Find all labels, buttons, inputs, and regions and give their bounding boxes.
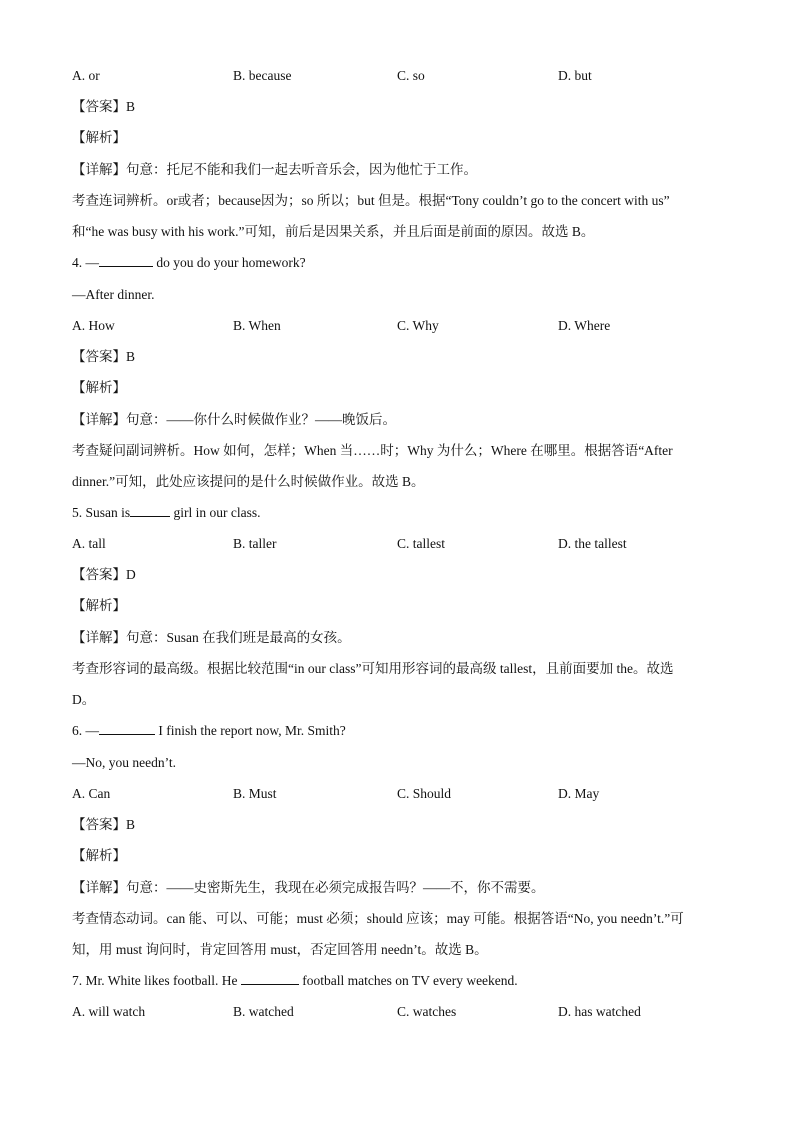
q4-option-d: D. Where xyxy=(558,318,611,333)
q4-stem-prefix: 4. — xyxy=(72,255,99,270)
q6-answer-blank xyxy=(99,722,155,735)
q6-stem xyxy=(72,722,732,740)
q4-explanation-line-1: 考查疑问副词辨析。How 如何，怎样；When 当……时；Why 为什么；Where 在哪里。根据答语“After xyxy=(72,443,673,458)
q6-stem-suffix: I finish the report now, Mr. Smith? xyxy=(155,723,346,738)
q3-explanation-line-2: 和“he was busy with his work.”可知，前后是因果关系，并且后面是前面的原因。故选 B。 xyxy=(72,224,595,239)
q3-option-a: A. or xyxy=(72,68,100,83)
q5-options xyxy=(72,535,732,553)
q5-answer-blank xyxy=(130,504,170,517)
q5-stem xyxy=(72,504,732,522)
q6-detail: 【详解】句意：——史密斯先生，我现在必须完成报告吗？——不，你不需要。 xyxy=(72,880,545,895)
q4-reply: —After dinner. xyxy=(72,287,155,302)
q4-option-c: C. Why xyxy=(397,318,439,333)
q3-options xyxy=(72,67,732,85)
q4-option-b: B. When xyxy=(233,318,281,333)
q5-explanation-line-1: 考查形容词的最高级。根据比较范围“in our class”可知用形容词的最高级 tallest，且前面要加 the。故选 xyxy=(72,661,674,676)
q3-analysis-label: 【解析】 xyxy=(72,130,126,145)
q5-stem-prefix: 5. Susan is xyxy=(72,505,131,520)
q6-stem-prefix: 6. — xyxy=(72,723,99,738)
q4-stem-suffix: do you do your homework? xyxy=(153,255,306,270)
q6-option-a: A. Can xyxy=(72,786,111,801)
q5-detail: 【详解】句意：Susan 在我们班是最高的女孩。 xyxy=(72,630,351,645)
q6-option-c: C. Should xyxy=(397,786,452,801)
q6-explanation-line-1: 考查情态动词。can 能、可以、可能；must 必须；should 应该；may 可能。根据答语“No, you needn’t.”可 xyxy=(72,911,684,926)
q7-options xyxy=(72,1003,732,1021)
q5-answer: 【答案】D xyxy=(72,567,136,582)
q5-option-d: D. the tallest xyxy=(558,536,627,551)
q6-option-d: D. May xyxy=(558,786,600,801)
q4-answer-blank xyxy=(99,254,153,267)
q3-option-d: D. but xyxy=(558,68,592,83)
q4-option-a: A. How xyxy=(72,318,115,333)
q5-option-b: B. taller xyxy=(233,536,277,551)
q4-stem xyxy=(72,254,732,272)
q5-stem-suffix: girl in our class. xyxy=(170,505,261,520)
q6-reply: —No, you needn’t. xyxy=(72,755,176,770)
q7-option-c: C. watches xyxy=(397,1004,457,1019)
q6-options xyxy=(72,785,732,803)
q3-detail: 【详解】句意：托尼不能和我们一起去听音乐会，因为他忙于工作。 xyxy=(72,162,477,177)
q7-stem xyxy=(72,972,732,990)
q3-explanation-line-1: 考查连词辨析。or或者；because因为；so 所以；but 但是。根据“Tony couldn’t go to the concert with us” xyxy=(72,193,670,208)
q4-analysis-label: 【解析】 xyxy=(72,380,126,395)
q5-option-c: C. tallest xyxy=(397,536,445,551)
q7-stem-prefix: 7. Mr. White likes football. He xyxy=(72,973,241,988)
q5-explanation-line-2: D。 xyxy=(72,692,96,707)
q6-analysis-label: 【解析】 xyxy=(72,848,126,863)
q7-answer-blank xyxy=(241,972,299,985)
q7-option-d: D. has watched xyxy=(558,1004,641,1019)
q7-stem-suffix: football matches on TV every weekend. xyxy=(298,973,518,988)
q6-answer: 【答案】B xyxy=(72,817,136,832)
q4-options xyxy=(72,317,732,335)
q3-option-b: B. because xyxy=(233,68,292,83)
q3-answer: 【答案】B xyxy=(72,99,136,114)
q4-answer: 【答案】B xyxy=(72,349,136,364)
q4-detail: 【详解】句意：——你什么时候做作业？——晚饭后。 xyxy=(72,412,396,427)
q7-option-b: B. watched xyxy=(233,1004,294,1019)
q5-analysis-label: 【解析】 xyxy=(72,598,126,613)
q4-explanation-line-2: dinner.”可知，此处应该提问的是什么时候做作业。故选 B。 xyxy=(72,474,425,489)
q5-option-a: A. tall xyxy=(72,536,106,551)
q6-option-b: B. Must xyxy=(233,786,277,801)
q3-option-c: C. so xyxy=(397,68,425,83)
q7-option-a: A. will watch xyxy=(72,1004,146,1019)
q6-explanation-line-2: 知，用 must 询问时，肯定回答用 must，否定回答用 needn’t。故选 B。 xyxy=(72,942,488,957)
